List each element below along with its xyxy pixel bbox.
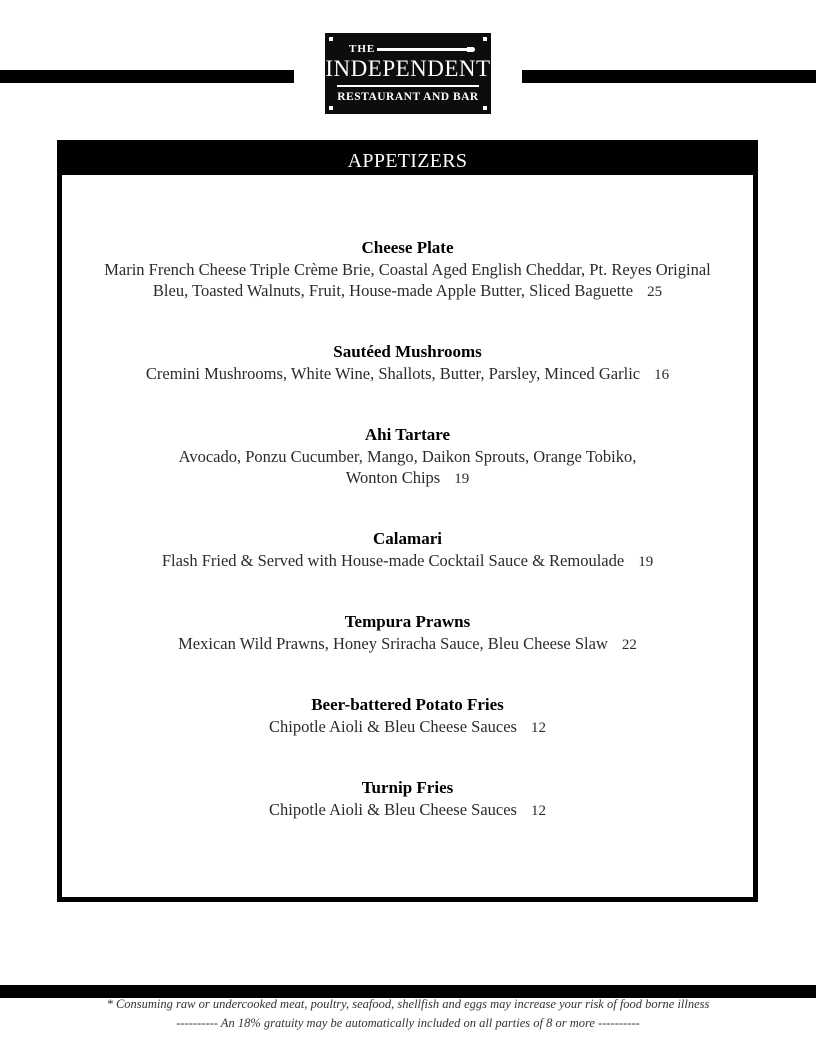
- description-line: Marin French Cheese Triple Crème Brie, Coastal Aged English Cheddar, Pt. Reyes Original: [104, 260, 711, 279]
- menu-item-price: 12: [530, 803, 546, 819]
- header-rule-left: [0, 70, 294, 83]
- menu-item: [62, 529, 753, 573]
- menu-item-price: 19: [454, 471, 470, 487]
- menu-item-price: 22: [621, 637, 637, 653]
- description-line: [62, 716, 753, 739]
- menu-item-name: Beer-battered Potato Fries: [311, 695, 504, 714]
- menu-item-description: [62, 550, 753, 573]
- description-line: [62, 799, 753, 822]
- gratuity-notice: ---------- An 18% gratuity may be automatically included on all parties of 8 or more ----------: [176, 1016, 640, 1030]
- menu-item: [62, 778, 753, 822]
- menu-item-name: Cheese Plate: [361, 238, 454, 257]
- menu-item-name: Ahi Tartare: [364, 425, 451, 444]
- appetizers-section: [57, 140, 758, 902]
- food-safety-notice: * Consuming raw or undercooked meat, poultry, seafood, shellfish and eggs may increase your risk of food borne illness: [106, 997, 710, 1011]
- menu-item-price: 12: [530, 720, 546, 736]
- menu-item: [62, 238, 753, 303]
- description-text: Wonton Chips: [345, 468, 441, 487]
- menu-item-name: Sautéed Mushrooms: [333, 342, 482, 361]
- description-line: [62, 467, 753, 490]
- logo-corner: [329, 106, 333, 110]
- menu-item-description: [62, 259, 753, 303]
- logo-corner: [329, 37, 333, 41]
- logo-underline: [337, 85, 479, 87]
- menu-item: [62, 612, 753, 656]
- header-rule-right: [522, 70, 816, 83]
- logo-the: THE: [349, 43, 376, 55]
- logo-corner: [483, 106, 487, 110]
- description-line: [62, 550, 753, 573]
- menu-item-description: [62, 716, 753, 739]
- description-text: Mexican Wild Prawns, Honey Sriracha Sauce, Bleu Cheese Slaw: [178, 634, 608, 653]
- description-line: [62, 633, 753, 656]
- logo-subtitle: RESTAURANT AND BAR: [337, 91, 479, 103]
- logo-corner: [483, 37, 487, 41]
- description-line: Avocado, Ponzu Cucumber, Mango, Daikon Sprouts, Orange Tobiko,: [178, 447, 637, 466]
- menu-item-description: [62, 799, 753, 822]
- menu-item-name: Turnip Fries: [361, 778, 454, 797]
- menu-item-price: 16: [654, 367, 670, 383]
- menu-item: [62, 425, 753, 490]
- menu-item-price: 19: [638, 554, 654, 570]
- description-text: Cremini Mushrooms, White Wine, Shallots, Butter, Parsley, Minced Garlic: [145, 364, 641, 383]
- restaurant-logo: [325, 33, 491, 114]
- description-text: Flash Fried & Served with House-made Cocktail Sauce & Remoulade: [161, 551, 625, 570]
- menu-item-description: [62, 363, 753, 386]
- menu-item: [62, 695, 753, 739]
- description-text: Chipotle Aioli & Bleu Cheese Sauces: [269, 800, 517, 819]
- description-text: Chipotle Aioli & Bleu Cheese Sauces: [269, 717, 517, 736]
- description-text: Bleu, Toasted Walnuts, Fruit, House-made Apple Butter, Sliced Baguette: [152, 281, 634, 300]
- description-line: [62, 363, 753, 386]
- menu-item: [62, 342, 753, 386]
- knife-icon: [377, 48, 467, 51]
- description-line: [62, 280, 753, 303]
- menu-item-name: Calamari: [373, 529, 442, 548]
- menu-item-description: [62, 633, 753, 656]
- menu-item-price: 25: [647, 284, 663, 300]
- menu-item-name: Tempura Prawns: [344, 612, 471, 631]
- menu-item-description: [62, 446, 753, 490]
- section-title: APPETIZERS: [62, 145, 753, 175]
- logo-name: INDEPENDENT: [325, 56, 491, 81]
